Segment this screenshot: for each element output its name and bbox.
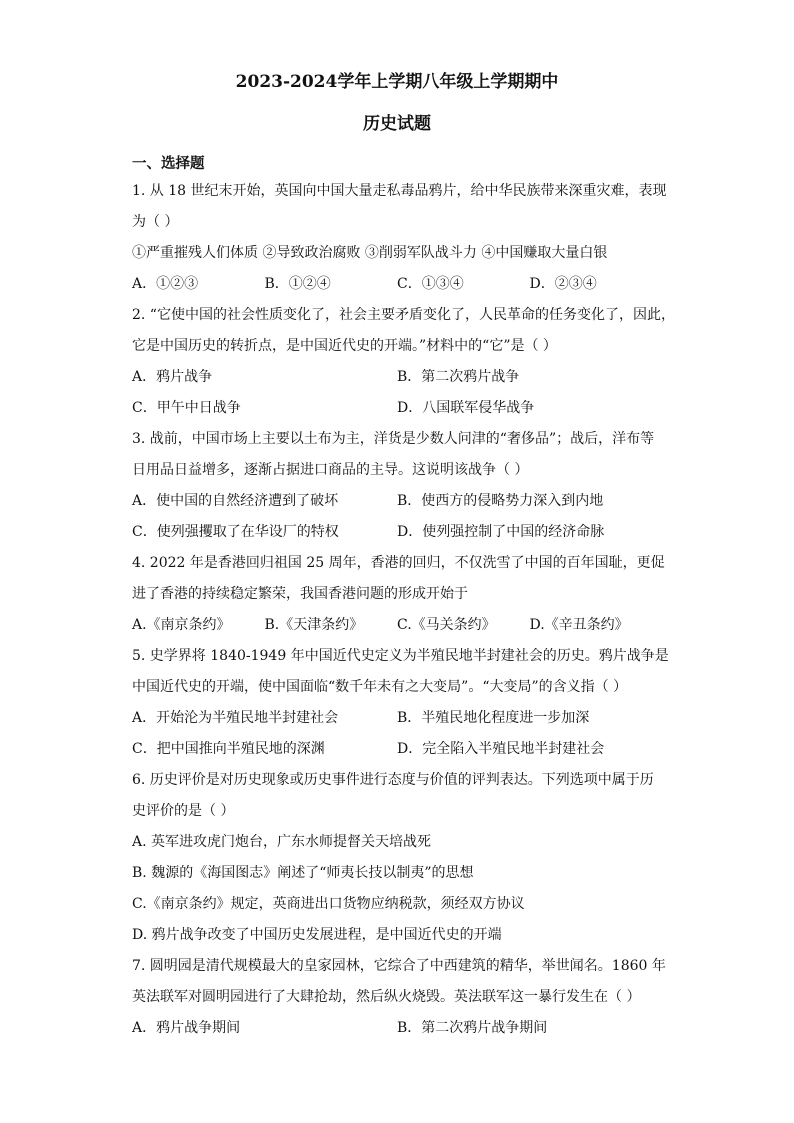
option-d[interactable]: D．完全陷入半殖民地半封建社会	[397, 741, 605, 757]
question-stem: 4. 2022 年是香港回归祖国 25 周年，香港的回归，不仅洗雪了中国的百年国耻，更促	[132, 555, 665, 571]
option-c[interactable]: C．甲午中日战争	[132, 400, 241, 416]
question-stem: 史评价的是（ ）	[132, 803, 235, 819]
question-4	[132, 548, 665, 641]
exam-title: 2023-2024学年上学期八年级上学期期中	[235, 72, 559, 92]
option-row	[132, 1013, 662, 1044]
question-5	[132, 641, 669, 765]
option-row	[132, 269, 662, 300]
option-b[interactable]: B.《天津条约》	[264, 617, 364, 633]
question-stem: 中国近代史的开端，使中国面临“数千年未有之大变局”。“大变局”的含义指（ ）	[132, 679, 628, 695]
option-row	[132, 734, 662, 765]
question-stem: 2. “它使中国的社会性质变化了，社会主要矛盾变化了，人民革命的任务变化了，因此，	[132, 307, 675, 323]
question-2	[132, 300, 675, 424]
question-stem: 英法联军对圆明园进行了大肆抢劫，然后纵火烧毁。英法联军这一暴行发生在（ ）	[132, 989, 641, 1005]
option-d[interactable]: D.《辛丑条约》	[529, 617, 629, 633]
option-a[interactable]: A．使中国的自然经济遭到了破坏	[132, 493, 339, 509]
question-stem: 5. 史学界将 1840-1949 年中国近代史定义为半殖民地半封建社会的历史。鸦片战争是	[132, 648, 669, 664]
option-b[interactable]: B．使西方的侵略势力深入到内地	[397, 493, 604, 509]
option-row	[132, 393, 662, 424]
option-b[interactable]: B．第二次鸦片战争期间	[397, 1020, 548, 1036]
question-stem: 6. 历史评价是对历史现象或历史事件进行态度与价值的评判表达。下列选项中属于历	[132, 772, 654, 788]
option-a[interactable]: A．鸦片战争	[132, 369, 213, 385]
question-stem: 3. 战前，中国市场上主要以土布为主，洋货是少数人问津的“奢侈品”；战后，洋布等	[132, 431, 655, 447]
option-c[interactable]: C．使列强攫取了在华设厂的特权	[132, 524, 339, 540]
option-row	[132, 610, 662, 641]
option-b[interactable]: B. 魏源的《海国图志》阐述了“师夷长技以制夷”的思想	[132, 865, 474, 881]
section-heading: 一、选择题	[132, 155, 205, 172]
option-c[interactable]: C.《南京条约》规定，英商进出口货物应纳税款，须经双方协议	[132, 896, 525, 912]
option-b[interactable]: B．第二次鸦片战争	[397, 369, 520, 385]
option-b[interactable]: B．半殖民地化程度进一步加深	[397, 710, 590, 726]
option-b[interactable]: B．①②④	[264, 276, 331, 292]
option-a[interactable]: A.《南京条约》	[132, 617, 231, 633]
option-d[interactable]: D. 鸦片战争改变了中国历史发展进程，是中国近代史的开端	[132, 927, 502, 943]
question-stem: 1. 从 18 世纪末开始，英国向中国大量走私毒品鸦片，给中华民族带来深重灾难，表现	[132, 183, 667, 199]
option-c[interactable]: C.《马关条约》	[397, 617, 496, 633]
exam-subject: 历史试题	[363, 114, 431, 134]
question-stem: 为（ ）	[132, 214, 179, 230]
question-3	[132, 424, 662, 548]
option-d[interactable]: D．八国联军侵华战争	[397, 400, 535, 416]
option-d[interactable]: D．使列强控制了中国的经济命脉	[397, 524, 605, 540]
option-c[interactable]: C．把中国推向半殖民地的深渊	[132, 741, 325, 757]
option-row	[132, 517, 662, 548]
question-stem: 它是中国历史的转折点，是中国近代史的开端。”材料中的“它”是（ ）	[132, 338, 557, 354]
question-items: ①严重摧残人们体质 ②导致政治腐败 ③削弱军队战斗力 ④中国赚取大量白银	[132, 245, 608, 261]
question-7	[132, 951, 666, 1044]
question-stem: 日用品日益增多，逐渐占据进口商品的主导。这说明该战争（ ）	[132, 462, 529, 478]
option-d[interactable]: D．②③④	[529, 276, 597, 292]
option-a[interactable]: A．鸦片战争期间	[132, 1020, 241, 1036]
question-1	[132, 176, 667, 300]
question-stem: 7. 圆明园是清代规模最大的皇家园林，它综合了中西建筑的精华，举世闻名。1860 年	[132, 958, 666, 974]
option-a[interactable]: A. 英军进攻虎门炮台，广东水师提督关天培战死	[132, 834, 432, 850]
question-stem: 进了香港的持续稳定繁荣，我国香港问题的形成开始于	[132, 586, 468, 602]
option-row	[132, 486, 662, 517]
option-a[interactable]: A．开始沦为半殖民地半封建社会	[132, 710, 339, 726]
option-row	[132, 362, 662, 393]
option-row	[132, 703, 662, 734]
question-6	[132, 765, 662, 951]
option-c[interactable]: C．①③④	[397, 276, 464, 292]
option-a[interactable]: A．①②③	[132, 276, 199, 292]
